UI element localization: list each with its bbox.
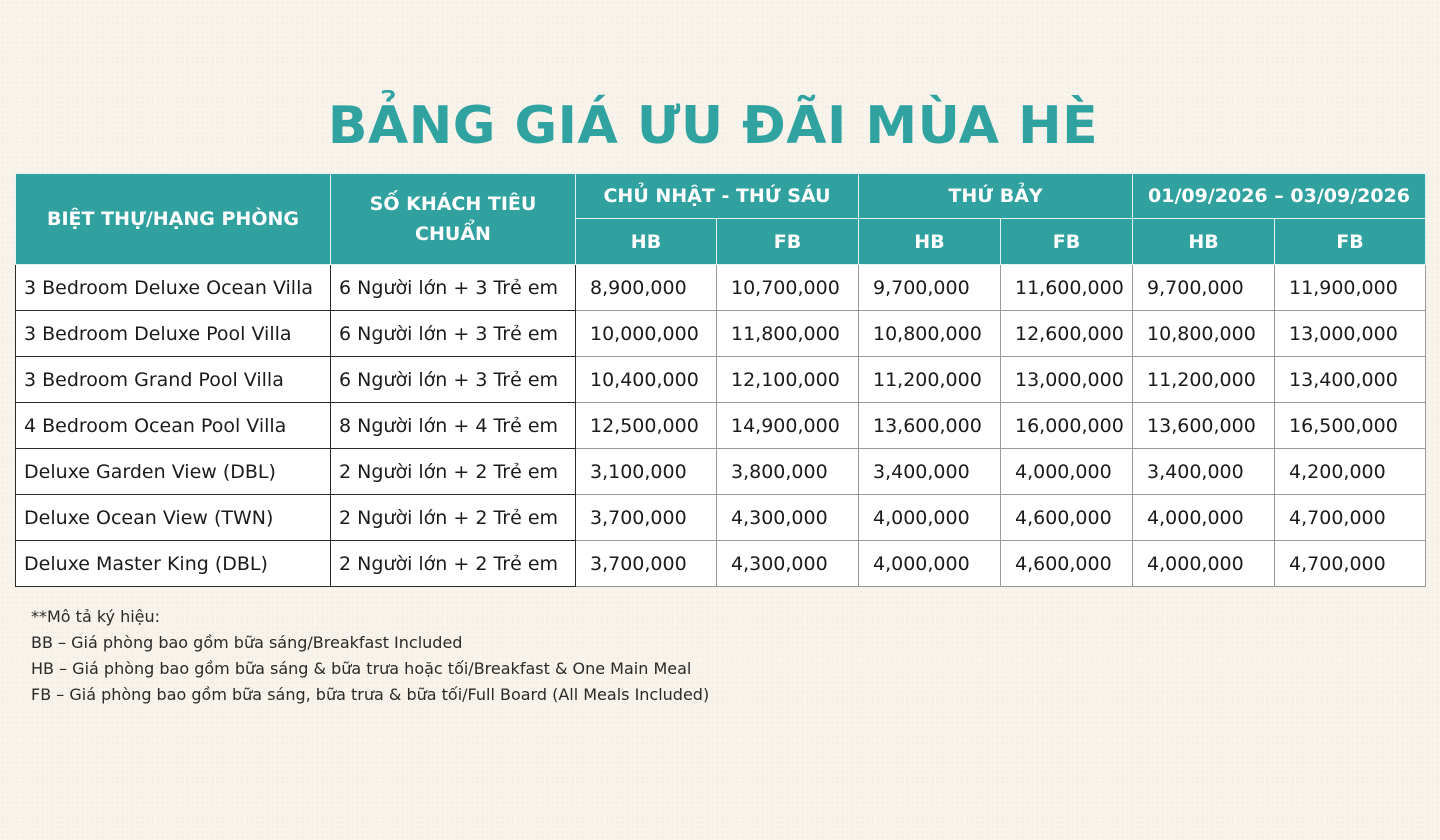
legend-notes bbox=[31, 604, 709, 708]
price-cell: 9,700,000 bbox=[1133, 265, 1275, 311]
price-cell: 11,800,000 bbox=[717, 311, 859, 357]
price-cell: 3,700,000 bbox=[576, 495, 717, 541]
header-sub-fb: FB bbox=[1001, 219, 1133, 265]
price-cell: 10,000,000 bbox=[576, 311, 717, 357]
table-row bbox=[16, 403, 1426, 449]
price-table bbox=[15, 173, 1426, 587]
header-sub-hb: HB bbox=[576, 219, 717, 265]
price-cell: 3,400,000 bbox=[1133, 449, 1275, 495]
price-cell: 13,400,000 bbox=[1275, 357, 1426, 403]
header-sub-fb: FB bbox=[1275, 219, 1426, 265]
room-name-cell: 3 Bedroom Deluxe Ocean Villa bbox=[16, 265, 331, 311]
header-period-sun-fri: CHỦ NHẬT - THỨ SÁU bbox=[576, 174, 859, 219]
header-sub-hb: HB bbox=[1133, 219, 1275, 265]
price-cell: 4,000,000 bbox=[1133, 495, 1275, 541]
price-cell: 16,500,000 bbox=[1275, 403, 1426, 449]
price-cell: 4,300,000 bbox=[717, 541, 859, 587]
guest-count-cell: 2 Người lớn + 2 Trẻ em bbox=[331, 495, 576, 541]
room-name-cell: Deluxe Ocean View (TWN) bbox=[16, 495, 331, 541]
table-row bbox=[16, 357, 1426, 403]
table-row bbox=[16, 265, 1426, 311]
price-cell: 4,000,000 bbox=[859, 541, 1001, 587]
price-cell: 4,000,000 bbox=[1001, 449, 1133, 495]
guest-count-cell: 2 Người lớn + 2 Trẻ em bbox=[331, 541, 576, 587]
legend-line-fb: FB – Giá phòng bao gồm bữa sáng, bữa trưa & bữa tối/Full Board (All Meals Included) bbox=[31, 685, 710, 704]
price-cell: 4,700,000 bbox=[1275, 541, 1426, 587]
price-cell: 4,300,000 bbox=[717, 495, 859, 541]
legend-line-bb: BB – Giá phòng bao gồm bữa sáng/Breakfast Included bbox=[31, 633, 463, 652]
header-guests: SỐ KHÁCH TIÊU CHUẨN bbox=[331, 174, 576, 265]
header-sub-fb: FB bbox=[717, 219, 859, 265]
price-cell: 14,900,000 bbox=[717, 403, 859, 449]
table-row bbox=[16, 495, 1426, 541]
legend-line-hb: HB – Giá phòng bao gồm bữa sáng & bữa trưa hoặc tối/Breakfast & One Main Meal bbox=[31, 659, 692, 678]
table-row bbox=[16, 449, 1426, 495]
table-header bbox=[16, 174, 1426, 265]
table-row bbox=[16, 541, 1426, 587]
price-cell: 10,800,000 bbox=[1133, 311, 1275, 357]
room-name-cell: 4 Bedroom Ocean Pool Villa bbox=[16, 403, 331, 449]
price-cell: 13,000,000 bbox=[1275, 311, 1426, 357]
price-cell: 3,800,000 bbox=[717, 449, 859, 495]
page-title: BẢNG GIÁ ƯU ĐÃI MÙA HÈ bbox=[327, 96, 1099, 156]
price-cell: 9,700,000 bbox=[859, 265, 1001, 311]
price-cell: 13,600,000 bbox=[1133, 403, 1275, 449]
price-cell: 10,800,000 bbox=[859, 311, 1001, 357]
room-name-cell: Deluxe Garden View (DBL) bbox=[16, 449, 331, 495]
price-cell: 4,600,000 bbox=[1001, 495, 1133, 541]
price-cell: 11,200,000 bbox=[1133, 357, 1275, 403]
price-cell: 16,000,000 bbox=[1001, 403, 1133, 449]
guest-count-cell: 6 Người lớn + 3 Trẻ em bbox=[331, 311, 576, 357]
header-room: BIỆT THỰ/HẠNG PHÒNG bbox=[16, 174, 331, 265]
price-cell: 13,600,000 bbox=[859, 403, 1001, 449]
header-period-special-dates: 01/09/2026 – 03/09/2026 bbox=[1133, 174, 1426, 219]
price-cell: 12,500,000 bbox=[576, 403, 717, 449]
guest-count-cell: 6 Người lớn + 3 Trẻ em bbox=[331, 357, 576, 403]
room-name-cell: Deluxe Master King (DBL) bbox=[16, 541, 331, 587]
room-name-cell: 3 Bedroom Grand Pool Villa bbox=[16, 357, 331, 403]
price-cell: 3,700,000 bbox=[576, 541, 717, 587]
price-cell: 11,200,000 bbox=[859, 357, 1001, 403]
table-row bbox=[16, 311, 1426, 357]
legend-heading: **Mô tả ký hiệu: bbox=[31, 607, 161, 626]
price-cell: 11,900,000 bbox=[1275, 265, 1426, 311]
price-cell: 12,600,000 bbox=[1001, 311, 1133, 357]
table-body bbox=[16, 265, 1426, 587]
room-name-cell: 3 Bedroom Deluxe Pool Villa bbox=[16, 311, 331, 357]
guest-count-cell: 2 Người lớn + 2 Trẻ em bbox=[331, 449, 576, 495]
price-cell: 13,000,000 bbox=[1001, 357, 1133, 403]
price-cell: 4,200,000 bbox=[1275, 449, 1426, 495]
price-cell: 4,700,000 bbox=[1275, 495, 1426, 541]
price-cell: 3,100,000 bbox=[576, 449, 717, 495]
price-cell: 8,900,000 bbox=[576, 265, 717, 311]
header-sub-hb: HB bbox=[859, 219, 1001, 265]
price-cell: 12,100,000 bbox=[717, 357, 859, 403]
price-cell: 4,000,000 bbox=[1133, 541, 1275, 587]
guest-count-cell: 6 Người lớn + 3 Trẻ em bbox=[331, 265, 576, 311]
price-cell: 10,400,000 bbox=[576, 357, 717, 403]
guest-count-cell: 8 Người lớn + 4 Trẻ em bbox=[331, 403, 576, 449]
price-cell: 11,600,000 bbox=[1001, 265, 1133, 311]
header-period-saturday: THỨ BẢY bbox=[859, 174, 1133, 219]
price-cell: 3,400,000 bbox=[859, 449, 1001, 495]
price-cell: 4,600,000 bbox=[1001, 541, 1133, 587]
price-cell: 4,000,000 bbox=[859, 495, 1001, 541]
price-cell: 10,700,000 bbox=[717, 265, 859, 311]
